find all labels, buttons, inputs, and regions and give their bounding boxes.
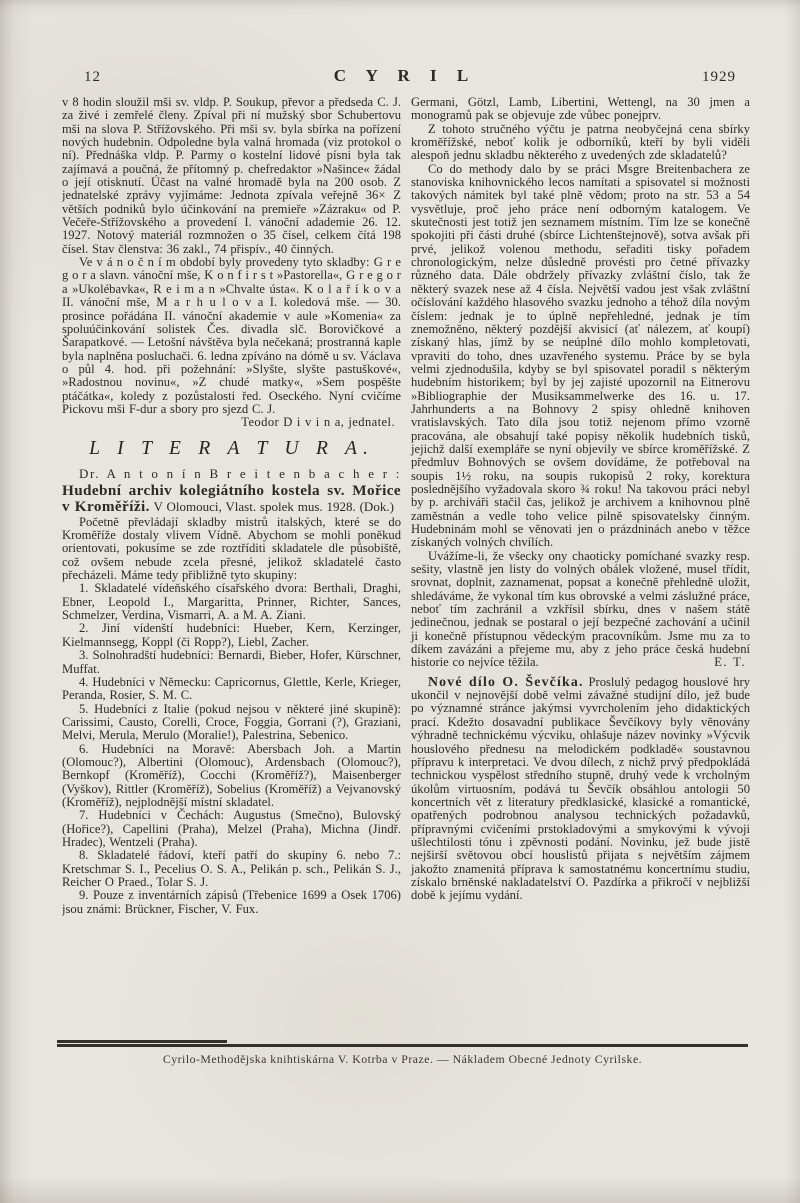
review-heading: Nové dílo O. Ševčíka. xyxy=(428,673,584,689)
composer-group-1: 1. Skladatelé vídeňského císařského dvora: Berthali, Draghi, Ebner, Leopold I., Margaritta, Prinner, Richter, Sances, Schmelzer, Verdina, Vismarri, A. a M. A. Ziani. xyxy=(62,581,401,623)
book-publisher: V Olomouci, Vlast. spolek mus. 1928. (Dok.) xyxy=(153,499,394,515)
page-header xyxy=(62,60,748,86)
text-columns xyxy=(62,96,750,1040)
paragraph-christmas-program: Ve v á n o č n í m období byly provedeny tyto skladby: G r e g o r a slavn. vánoční mše, K o n f i r s t »Pastorella«, G r e g o r a »Ukolébavka«, R e i m a n »Chvalte ústa«. K o l a ř í k o v a II. vánoční mše, M a r h u l o v a I. koledová mše. — 30. prosince pořádána II. vánoční akademie v aule »Komenia« za spoluúčinkování solistek Čes. divadla slč. Borovičkové a Šarapatkové. — Letošní návštěva byla nečekaná; prostranná kaple byla naplněna posluchači. 6. ledna zpíváno na dómě u sv. Václava o půl 4. hod. při požehnání: »Slyšte, slyšte pastuškové«, »Radostnou novinu«, »Z chudé matky«, »Sem pospěšte ptáčátka«, koledy z pozůstalosti řed. Oseckého. Nyní cvičíme Pickovu mši F-dur a sbory pro sjezd C. J. xyxy=(62,255,401,416)
composer-group-5: 5. Hudebníci z Italie (pokud nejsou v některé jiné skupině): Carissimi, Causto, Corelli, Croce, Foggia, Gorrani (?), Graziani, Melvi, Merula, Merulo (Moralie!), Palestrina, Sebenico. xyxy=(62,701,401,743)
composer-group-4: 4. Hudebníci v Německu: Capricornus, Glettle, Kerle, Krieger, Peranda, Rosier, S. M. C. xyxy=(62,674,401,703)
composer-group-6: 6. Hudebníci na Moravě: Abersbach Joh. a Martin (Olomouc?), Albertini (Olomouc), Ardensbach (Olomouc?), Bernkopf (Kroměříž), Cocchi (Kroměříž?), Maisenberger (Vyškov), Rittler (Kroměříž), Sobelius (Kroměříž) a Vejvanovský (Kroměříž), nejplodnější místní skladatel. xyxy=(62,741,401,809)
composer-group-2: 2. Jiní vídenští hudebníci: Hueber, Kern, Kerzinger, Kielmannsegg, Koppl (či Ropp?), Liebl, Zacher. xyxy=(62,621,401,649)
book-reference xyxy=(62,466,401,516)
paragraph-groups-intro: Početně převládají skladby mistrů italských, které se do Kroměříže dostaly vlivem Vídně. Abychom se mohli poněkud orientovati, pokusíme se zde roztříditi skladatele dle působiště, což ovšem nebude zcela přesné, jelikož skladatelé často přecházeli. Máme tedy přibližně tyto skupiny: xyxy=(62,514,401,583)
paragraph-collection-value: Z tohoto stručného výčtu je patrna neobyčejná cena sbírky kroměřížské, neboť kolik je odborníků, kteří by byli viděli alespoň jednu skladbu některého z uvedených zde skladatelů? xyxy=(411,121,750,163)
composer-group-7: 7. Hudebníci v Čechách: Augustus (Smečno), Bulovský (Hořice?), Capellini (Praha), Melzel (Praha), Michna (Jindř. Hradec), Wentzeli (Praha). xyxy=(62,808,401,849)
left-column xyxy=(62,96,401,1040)
composer-group-9: 9. Pouze z inventárních zápisů (Třebenice 1699 a Osek 1706) jsou známi: Brückner, Fischer, V. Fux. xyxy=(62,888,401,916)
reviewer-initials: E. T. xyxy=(714,655,746,670)
composer-group-8: 8. Skladatelé řádoví, kteří patří do skupiny 6. nebo 7.: Kretschmar S. I., Pecelius O. S. A., Pelikán p. sch., Pelikán S. J., Reicher O Praed., Tolar S. J. xyxy=(62,848,401,889)
sevcik-review xyxy=(411,675,750,903)
paragraph-merit-text: Uvážíme-li, že všecky ony chaoticky pomíchané svazky resp. sešity, vlastně jen listy do volných obálek vložené, musel třídit, srovnat, doplnit, zaznamenat, popsat a konečně přehledně uložit, shledáváme, že vykonal tím kus obrovské a velmi záslužné práce, neboť tím zachránil a vzkřísil sbírku, dnes v našem státě jedinečnou, jednak se postaral o její bezpečné zachování a učinil ji konečně přístupnou vědeckým pracovníkům. Jsme mu za to díkem zavázáni a přejeme mu, aby z jeho práce česká hudební historie co nejvíce těžila. xyxy=(411,548,750,670)
issue-year: 1929 xyxy=(702,69,736,85)
composer-group-3: 3. Solnohradští hudebníci: Bernardi, Bieber, Hofer, Kürschner, Muffat. xyxy=(62,648,401,676)
footer-rule xyxy=(57,1044,748,1047)
review-body: Proslulý pedagog houslové hry ukončil v nejnovější době velmi závažné studijní dílo, jež bude po významné stránce jakýmsi vyvrcholením jeho didaktických prací. Kdežto dosavadní publikace Ševčíkovy byly věnovány výhradně technickému výcviku, ohlašuje název novinky »Výcvik houslového přednesu na melodickém podkladě« soustavnou přípravu k interpretaci. Ve dvou dílech, z nichž prvý předpokládá technickou vyspělost středního stupně, druhý vede k vrcholným úkolům virtuosním, podává tu Ševčík obsáhlou antologii 50 koncertních vět z literatury předklasické, klasické a romantické, opatřených podrobnou analysou technických požadavků, přípravnými cvičeními prstokladovými a smykovými k vývoji ušlechtilosti tónu i zpěvnosti podání. Novinku, jež bude jistě nejširší světovou obcí houslistů přijata s největším zájmem jakožto znamenitá příprava k samostatnému koncertnímu studiu, získalo brněnské nakladatelství O. Pazdírka a přikročí v nejbližší době k jejímu vydání. xyxy=(411,674,750,903)
book-title: Hudební archiv kolegiátního kostela sv. Mořice v Kroměříži. xyxy=(62,481,401,516)
journal-title: C Y R I L xyxy=(333,66,477,85)
footer-imprint: Cyrilo-Methodějska knihtiskárna V. Kotrba v Praze. — Nákladem Obecné Jednoty Cyrilske. xyxy=(162,1052,643,1066)
right-column xyxy=(411,96,750,1040)
paragraph-merit xyxy=(411,550,750,670)
section-heading-literatura: L I T E R A T U R A. xyxy=(89,437,374,459)
book-author: Dr. A n t o n í n B r e i t e n b a c h e r : xyxy=(79,465,401,481)
page-number: 12 xyxy=(84,69,101,85)
paragraph-method-critique: Co do methody dalo by se práci Msgre Breitenbachera ze stanoviska knihovnického lecos namítati a spisovatel si možnosti takových námitek byl také plně vědom; proto na str. 53 a 54 vysvětluje, proč jeho práce není odborným katalogem. Ve skutečnosti jest totiž jen seznamem místním. Tím lze se konečně spokojiti při části druhé (sbírce Lichtenštejnově), sotva avšak při prvé, jelikož volenou methodu, seřaditi tisky pořadem chronologickým, nelze důsledně provésti pro četné přívazky různého data. Dále obdržely přívazky zvláštní číslo, tak že některý svazek nese až 4 čísla. Největší vadou jest však zvláštní očíslování každého hlasového svazku jednoho a téhož díla novým číslem: jednak je to úplně nepřehledné, jednak je tím znemožněno, některý pozdější akvisicí (ať nálezem, ať koupí) získaný hlas, jímž by se neúplné dílo mohlo kompletovati, vpraviti do toho, dnes uzavřeného systemu. Práce by se byla velmi zjednodušila, kdyby se byl spisovatel poradil s některým hudebním historikem; byl by jej zajisté upozornil na Eitnerovu »Bibliographie der Musiksammelwerke des 16. u. 17. Jahrhunderts a na Bohnovy 2 spisy ohledně knihoven vratislavských. Tato díla jsou totiž nejenom přímo vzorně pracována, ale obsahují také popisy několik hudebních tisků, jejichž další exempláře se nyní objevily ve sbírce kroměřížské. Z předmluv Bohnových se ovšem dovídáme, že potřeboval na soupis 1½ roku, na soupis rukopisů 2 roky, korektura poslednějšího vyžadovala skoro ¾ roku! Na takovou práci nebyl by p. archiváři stačil čas, jelikož je archivem a knihovnou plně zaměstnán a vedle toho velice pilně spisovatelsky činným. Hudebninám mohl se věnovati jen o prázdninách anebo v těžce získaných volných chvílích. xyxy=(411,161,750,550)
paragraph-meeting-report: v 8 hodin sloužil mši sv. vldp. P. Soukup, převor a předseda C. J. za živé i zemřelé členy. Zpíval při ní mužský sbor Schubertovu mši na slova P. Střížovského. Při mši sv. byla sbírka na pořízení nových hudebnin. Odpoledne byla valná hromada (viz protokol o ní). Přednáška vldp. P. Parmy o kostelní lidové písni byla tak zajímavá a poučná, že přítomný p. chefredaktor »Našince« žádal o její otisknutí. Účast na valné hromadě byla na 200 osob. Z jednatelské zprávy vyjímáme: Jednota zpívala veřejně 36× Z větších podniků bylo účinkování na premieře »Zázraku« od P. Večeře-Střížovského a provedení I. vánoční adademie 26. 12. 1927. Notový materiál rozmnožen o 35 čísel, celkem čítá 198 čísel. Stav členstva: 36 zakl., 74 přispív., 40 činných. xyxy=(62,96,401,256)
paragraph-composer-names: Germani, Götzl, Lamb, Libertini, Wettengl, na 30 jmen a monogramů pak se objevuje zde vůbec ponejprv. xyxy=(411,96,750,123)
signature-line: Teodor D i v i n a, jednatel. xyxy=(241,415,395,430)
